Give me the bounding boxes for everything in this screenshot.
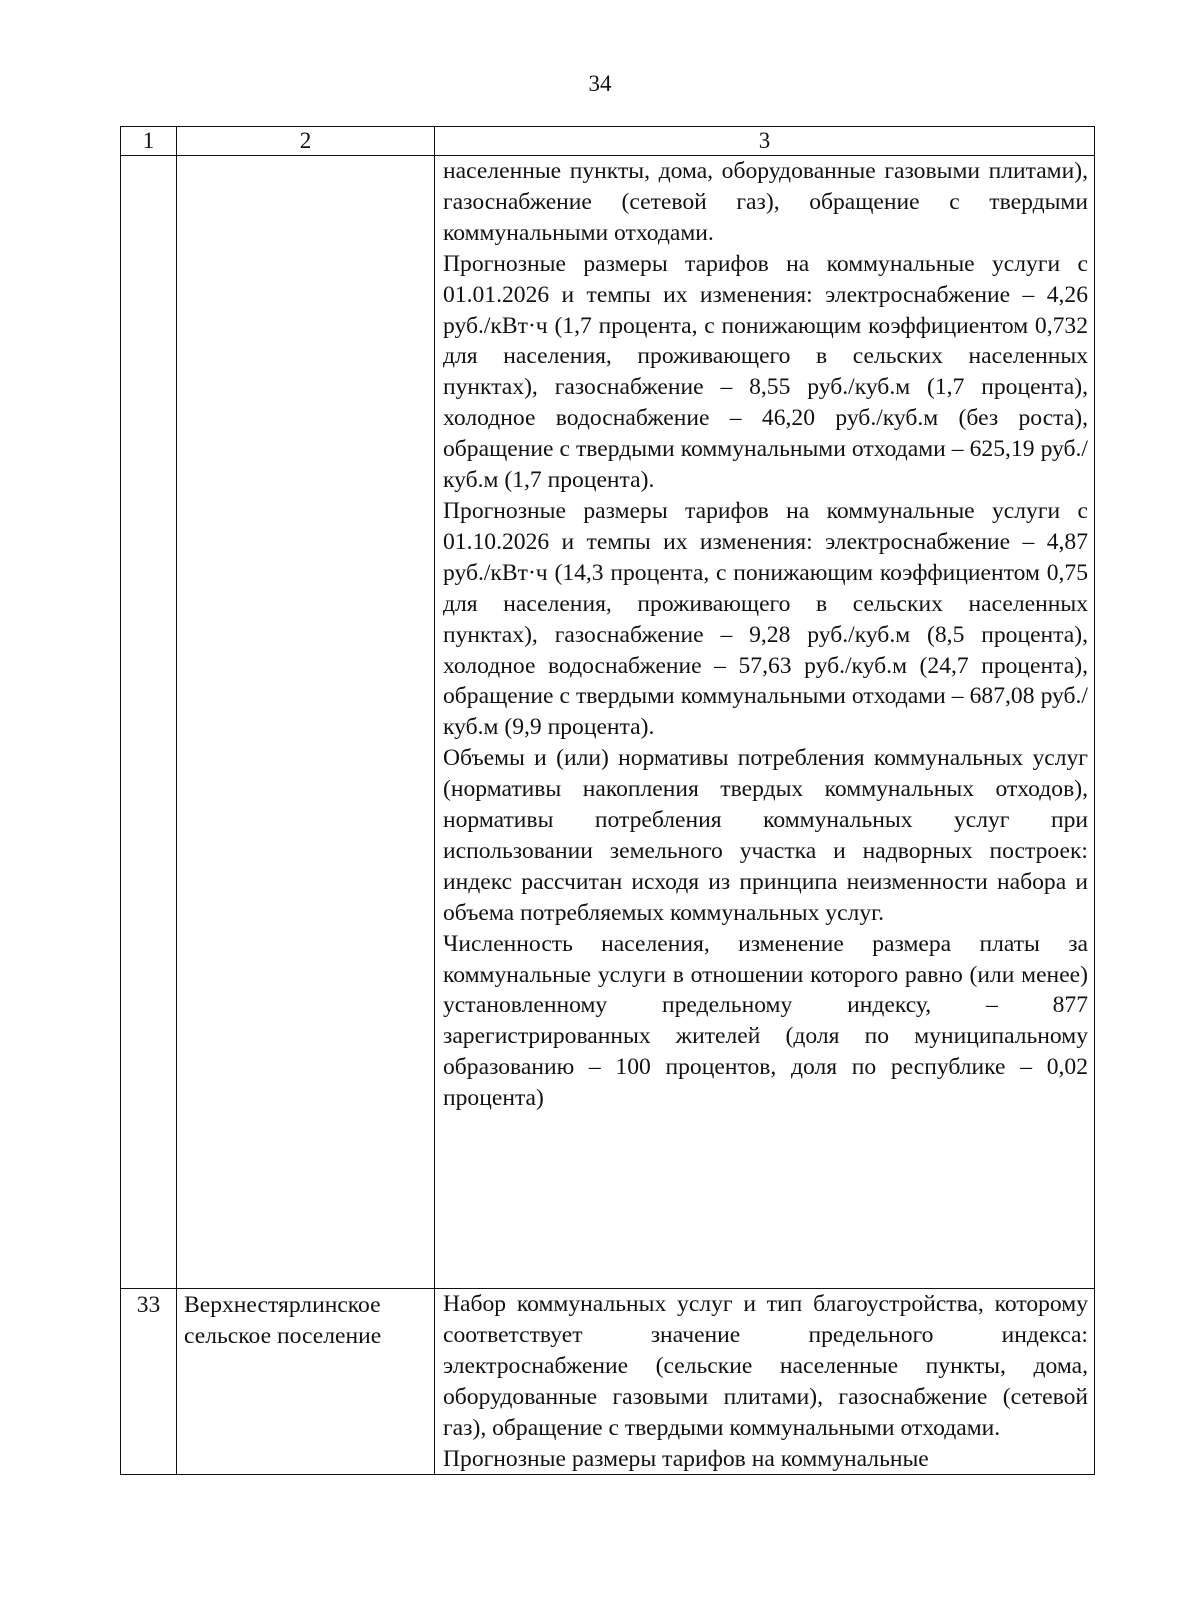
header-col-3: 3	[435, 127, 1095, 156]
paragraph: Объемы и (или) нормативы потребления коммунальных услуг (нормативы накопления твердых коммунальных отходов), нормативы потребления коммунальных услуг при использовании земельного участка и надворных построек: индекс рассчитан исходя из принципа неизменности набора и объема потребляемых коммунальных услуг.	[443, 745, 1088, 926]
description-cell	[435, 156, 1095, 1289]
header-row	[121, 127, 1095, 156]
page-number: 34	[588, 71, 612, 96]
table-row	[121, 156, 1095, 1289]
paragraph: населенные пункты, дома, оборудованные газовыми плитами), газоснабжение (сетевой газ), обращение с твердыми коммунальными отходами.	[443, 158, 1088, 246]
row-number: 33	[121, 1289, 177, 1475]
paragraph: Прогнозные размеры тарифов на коммунальные услуги с 01.01.2026 и темпы их изменения: электроснабжение – 4,26 руб./кВт·ч (1,7 процента, с понижающим коэффициентом 0,732 для населения, проживающего в сельских населенных пунктах), газоснабжение – 8,55 руб./куб.м (1,7 процента), холодное водоснабжение – 46,20 руб./куб.м (без роста), обращение с твердыми коммунальными отходами – 625,19 руб./куб.м (1,7 процента).	[443, 250, 1088, 494]
table-header	[121, 127, 1095, 156]
settlement-name	[177, 156, 435, 1289]
paragraph: Численность населения, изменение размера платы за коммунальные услуги в отношении которого равно (или менее) установленному предельному индексу, – 877 зарегистрированных жителей (доля по муниципальному образованию – 100 процентов, доля по республике – 0,02 процента)	[443, 930, 1088, 1112]
table-row	[121, 1289, 1095, 1475]
paragraph: Прогнозные размеры тарифов на коммунальные	[443, 1445, 929, 1472]
header-col-2: 2	[177, 127, 435, 156]
description-cell	[435, 1289, 1095, 1475]
settlement-name: Верхнестярлинское сельское поселение	[177, 1289, 435, 1475]
header-col-1: 1	[121, 127, 177, 156]
paragraph: Набор коммунальных услуг и тип благоустройства, которому соответствует значение предельного индекса: электроснабжение (сельские населенные пункты, дома, оборудованные газовыми плитами), газоснабжение (сетевой газ), обращение с твердыми коммунальными отходами.	[443, 1291, 1088, 1441]
paragraph: Прогнозные размеры тарифов на коммунальные услуги с 01.10.2026 и темпы их изменения: электроснабжение – 4,87 руб./кВт·ч (14,3 процента, с понижающим коэффициентом 0,75 для населения, проживающего в сельских населенных пунктах), газоснабжение – 9,28 руб./куб.м (8,5 процента), холодное водоснабжение – 57,63 руб./куб.м (24,7 процента), обращение с твердыми коммунальными отходами – 687,08 руб./куб.м (9,9 процента).	[443, 497, 1088, 741]
tariff-table	[120, 126, 1095, 1475]
row-number	[121, 156, 177, 1289]
